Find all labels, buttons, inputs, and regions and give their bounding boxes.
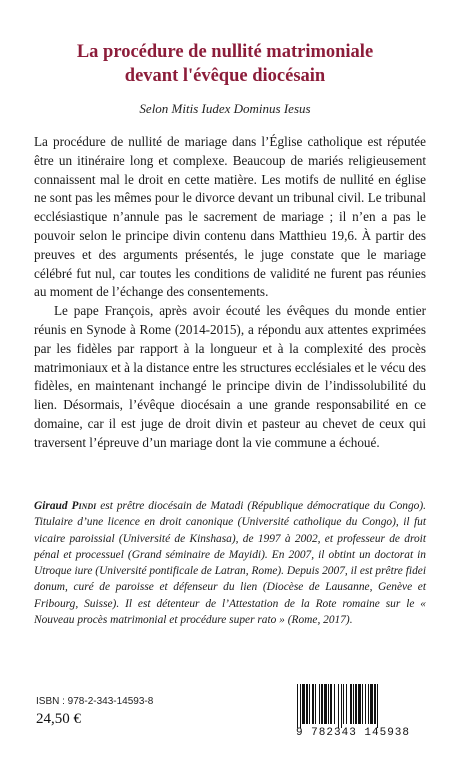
author-last-name: Pindi (71, 500, 97, 512)
barcode-bar (334, 684, 335, 724)
barcode-bar (338, 684, 339, 728)
barcode-bar (309, 684, 310, 724)
author-bio (34, 498, 426, 628)
price: 24,50 € (36, 711, 81, 727)
barcode-bar (312, 684, 314, 724)
title-line-1: La procédure de nullité matrimoniale (76, 42, 374, 62)
barcode-bar (343, 684, 344, 724)
barcode-bars (291, 682, 415, 728)
barcode-bar (346, 684, 347, 724)
barcode-bar (341, 684, 342, 728)
barcode-bar (315, 684, 316, 724)
barcode-bar (355, 684, 357, 724)
barcode-bar (300, 684, 301, 728)
title-line-2: devant l'évêque diocésain (124, 66, 326, 86)
barcode-bar (306, 684, 308, 724)
barcode-bar (319, 684, 320, 724)
barcode-bar (350, 684, 352, 724)
barcode-bar (297, 684, 298, 728)
barcode-bar (302, 684, 305, 724)
barcode-bar (368, 684, 369, 724)
barcode-bar (377, 684, 378, 728)
barcode-bar (324, 684, 327, 724)
blurb-paragraph-1: La procédure de nullité de mariage dans l’Église catholique est réputée être un itinéraire long et complexe. Beaucoup de mariés religieusement connaissent mal le droit en cette matière. Les motifs de nullité en église ne sont pas les mêmes pour le divorce devant un tribunal civil. Le tribunal ecclésiastique n’annule pas le sacrement de mariage ; il n’en a pas le pouvoir selon le principe divin contenu dans Matthieu 19,6. À partir des preuves et des arguments présentés, le juge constate que le mariage célébré fut nul, car toutes les conditions de validité ne furent pas réunies au moment de l’échange des consentements. (34, 134, 426, 300)
book-subtitle: Selon Mitis Iudex Dominus Iesus (139, 101, 311, 116)
barcode-bar (374, 684, 376, 724)
blurb (34, 133, 426, 453)
barcode-bar (353, 684, 354, 724)
barcode-bar (321, 684, 323, 724)
blurb-paragraph-2: Le pape François, après avoir écouté les évêques du monde entier réunis en Synode à Rome (2014-2015), a répondu aux attentes exprimées par les fidèles par rapport à la longueur et à la complexité des procès matrimoniaux et à la distance entre les structures ecclésiales et le vécu des fidèles, en maintenant inchangé le principe divin de l’indissolubilité du lien. Désormais, l’évêque diocésain a une grande responsabilité en ce domaine, car il est juge de droit divin et pasteur au chevet de ceux qui traversent l’épreuve d’un mariage dont la vie commune a échoué. (34, 303, 426, 450)
barcode-bar (358, 684, 361, 724)
barcode-bar (330, 684, 332, 724)
barcode-bar (328, 684, 329, 724)
author-bio-text: est prêtre diocésain de Matadi (République démocratique du Congo). Titulaire d’une licence en droit canonique (Université catholique du Congo), il fut vicaire paroissial (Université de Kinshasa), de 1997 à 2002, et professeur de droit pénal et processuel (Grand séminaire de Mayidi). En 2007, il obtint un doctorat in Utroque iure (Université pontificale de Latran, Rome). Depuis 2007, il est prêtre fidei donum, curé de paroisse et défenseur du lien (Diocèse de Lausanne, Genève et Fribourg, Suisse). Il est détenteur de l’Attestation de la Rote romaine sur le « Nouveau procès matrimonial et procédure super rato » (Rome, 2017). (34, 500, 426, 627)
barcode-bar (370, 684, 373, 724)
barcode-number: 9 782343 145938 (295, 727, 411, 739)
barcode (291, 682, 415, 742)
barcode-bar (362, 684, 363, 724)
isbn: ISBN : 978-2-343-14593-8 (36, 696, 154, 707)
author-first-name: Giraud (34, 500, 72, 512)
barcode-bar (365, 684, 366, 724)
book-title (0, 40, 450, 88)
